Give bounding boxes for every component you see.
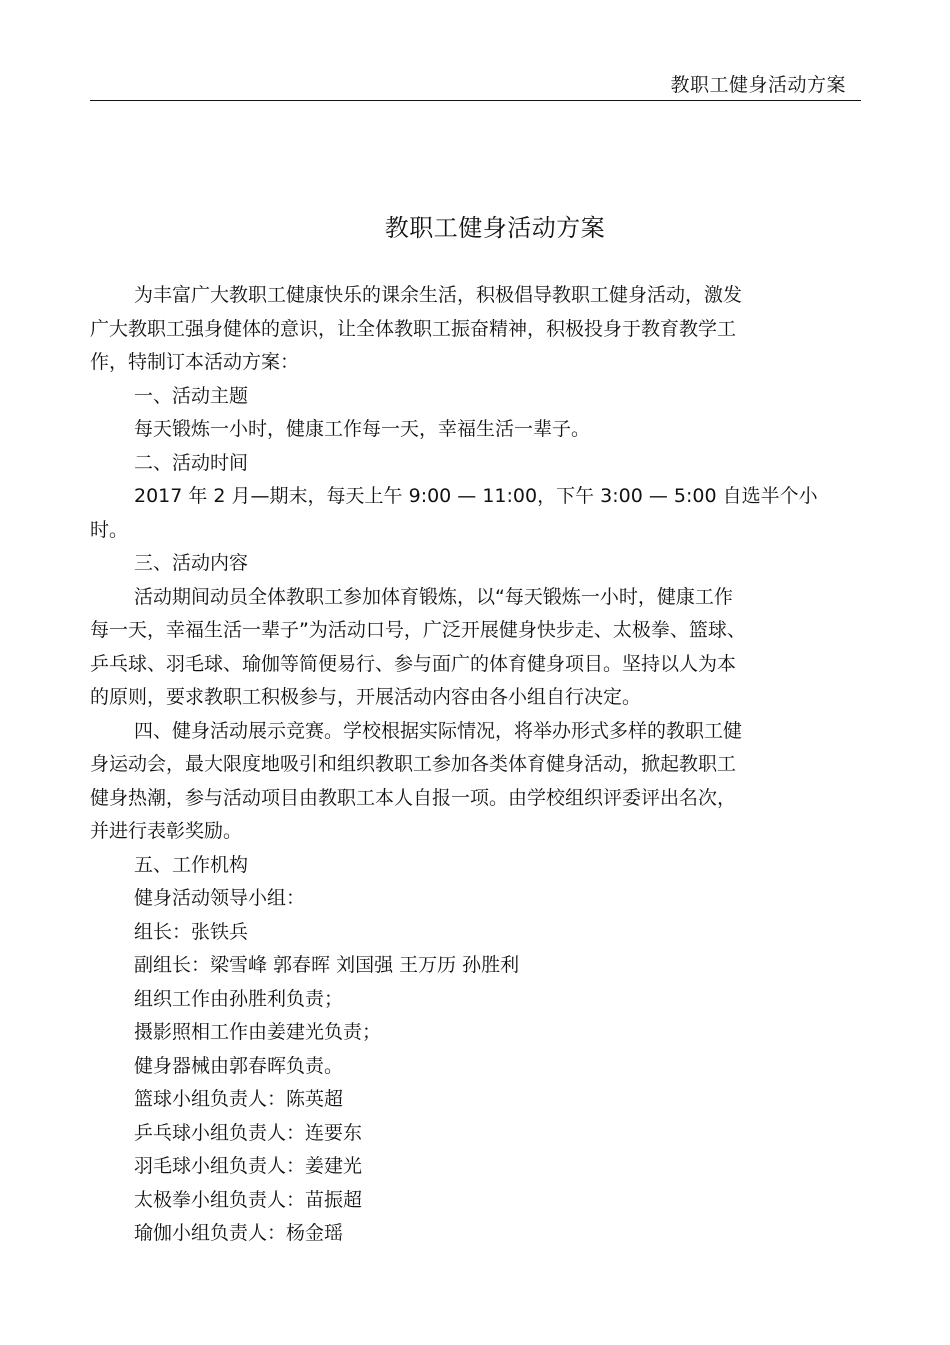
body-line: 活动期间动员全体教职工参加体育锻炼，以“每天锻炼一小时，健康工作 [134, 585, 733, 608]
body-line: 一、活动主题 [134, 384, 249, 407]
body-line: 五、工作机构 [134, 853, 249, 876]
body-line: 作，特制订本活动方案： [90, 351, 300, 373]
body-line: 广大教职工强身健体的意识，让全体教职工振奋精神，积极投身于教育教学工 [90, 317, 737, 340]
body-line: 乒乓球小组负责人：连要东 [134, 1121, 363, 1144]
body-line: 瑜伽小组负责人：杨金瑶 [134, 1222, 344, 1244]
body-line: 每天锻炼一小时，健康工作每一天，幸福生活一辈子。 [134, 418, 591, 440]
body-line: 乒乓球、羽毛球、瑜伽等简便易行、参与面广的体育健身项目。坚持以人为本 [90, 652, 737, 675]
body-line: 四、健身活动展示竞赛。学校根据实际情况，将举办形式多样的教职工健 [134, 719, 743, 742]
body-line: 二、活动时间 [134, 451, 249, 474]
body-line: 篮球小组负责人：陈英超 [134, 1088, 344, 1110]
document-body [90, 279, 850, 1251]
body-line: 健身热潮，参与活动项目由教职工本人自报一项。由学校组织评委评出名次， [90, 786, 737, 809]
body-line: 2017 年 2 月—期末，每天上午 9:00 — 11:00，下午 3:00 — 5:00 自选半个小 [134, 485, 818, 507]
body-line: 健身器械由郭春晖负责。 [134, 1054, 344, 1077]
body-line: 的原则，要求教职工积极参与，开展活动内容由各小组自行决定。 [90, 686, 642, 708]
body-line: 为丰富广大教职工健康快乐的课余生活，积极倡导教职工健身活动，激发 [134, 284, 743, 306]
body-line: 身运动会，最大限度地吸引和组织教职工参加各类体育健身活动，掀起教职工 [90, 753, 737, 775]
document-title: 教职工健身活动方案 [384, 214, 606, 242]
body-line: 组织工作由孙胜利负责； [134, 987, 344, 1010]
running-header: 教职工健身活动方案 [670, 74, 846, 96]
body-line: 时。 [90, 518, 129, 541]
body-line: 羽毛球小组负责人：姜建光 [134, 1155, 363, 1177]
body-line: 并进行表彰奖励。 [90, 820, 243, 842]
body-line: 三、活动内容 [134, 552, 249, 574]
body-line: 每一天，幸福生活一辈子”为活动口号，广泛开展健身快步走、太极拳、篮球、 [90, 619, 746, 641]
body-line: 摄影照相工作由姜建光负责； [134, 1021, 382, 1043]
body-line: 太极拳小组负责人：苗振超 [134, 1188, 363, 1211]
body-line: 副组长：梁雪峰 郭春晖 刘国强 王万历 孙胜利 [134, 954, 520, 976]
body-line: 组长：张铁兵 [134, 920, 249, 943]
body-line: 健身活动领导小组： [134, 887, 306, 909]
header-rule [90, 100, 861, 101]
